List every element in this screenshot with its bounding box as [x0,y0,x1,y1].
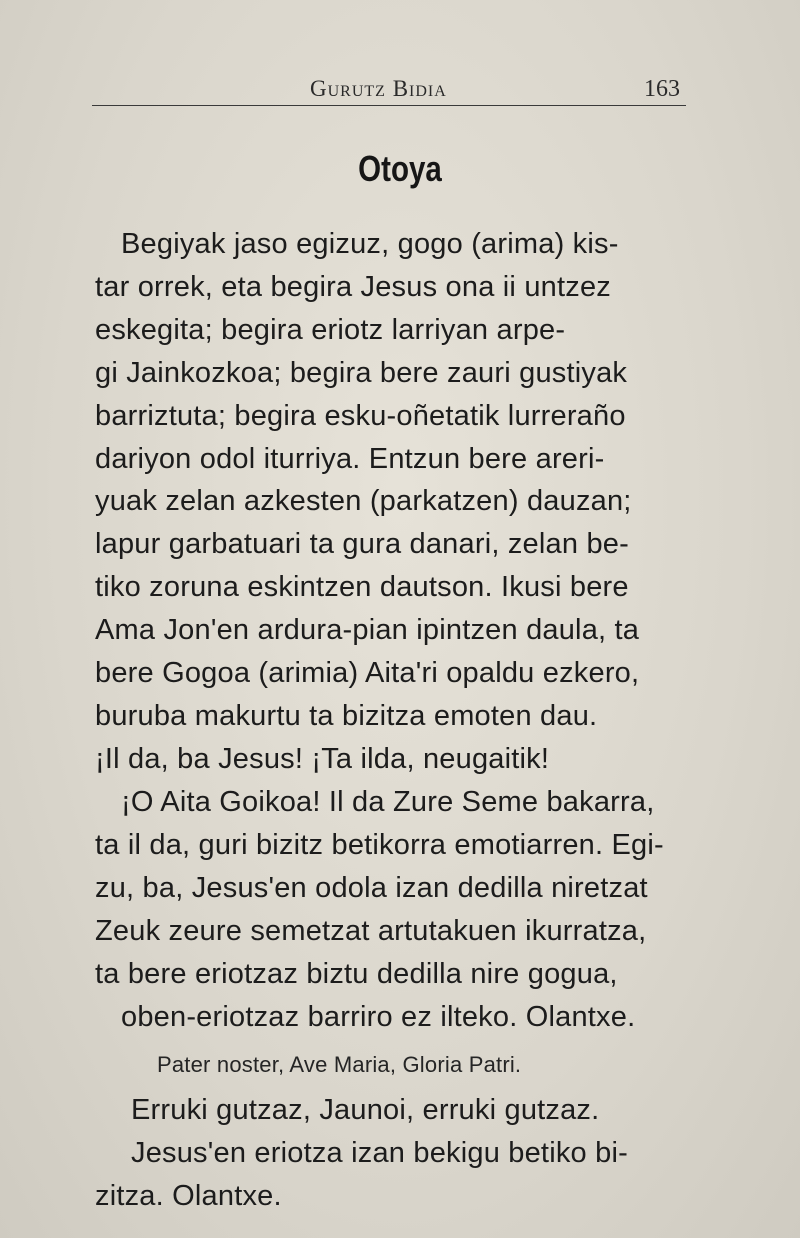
text-line: tar orrek, eta begira Jesus ona ii untzez [95,271,611,303]
text-line: yuak zelan azkesten (parkatzen) dauzan; [95,485,632,517]
prayer-names-line: Pater noster, Ave Maria, Gloria Patri. [157,1052,522,1077]
running-title: Gurutz Bidia [310,76,447,101]
text-line: Zeuk zeure semetzat artutakuen ikurratza, [95,915,647,947]
text-line: lapur garbatuari ta gura danari, zelan be- [95,528,629,560]
text-line: dariyon odol iturriya. Entzun bere areri- [95,443,605,475]
section-heading: Otoya [358,148,442,189]
text-line: barriztuta; begira esku-oñetatik lurreraño [95,400,626,432]
text-line: tiko zoruna eskintzen dautson. Ikusi bere [95,571,629,603]
text-line: ta bere eriotzaz biztu dedilla nire gogua, [95,958,618,990]
text-line: Erruki gutzaz, Jaunoi, erruki gutzaz. [131,1094,600,1126]
text-line: gi Jainkozkoa; begira bere zauri gustiyak [95,357,628,389]
text-line: zitza. Olantxe. [95,1180,282,1212]
text-line: buruba makurtu ta bizitza emoten dau. [95,700,598,732]
text-line: Jesus'en eriotza izan bekigu betiko bi- [131,1137,628,1169]
text-line: ¡O Aita Goikoa! Il da Zure Seme bakarra, [121,786,655,818]
text-line: zu, ba, Jesus'en odola izan dedilla niretzat [95,872,648,904]
header-rule [92,105,686,106]
text-line: Ama Jon'en ardura-pian ipintzen daula, ta [95,614,640,646]
text-line: oben-eriotzaz barriro ez ilteko. Olantxe. [121,1001,636,1033]
text-line: ¡Il da, ba Jesus! ¡Ta ilda, neugaitik! [95,743,550,775]
running-head [92,76,686,106]
text-line: Begiyak jaso egizuz, gogo (arima) kis- [121,228,619,260]
text-line: eskegita; begira eriotz larriyan arpe- [95,314,566,346]
text-line: bere Gogoa (arimia) Aita'ri opaldu ezkero, [95,657,640,689]
page-number: 163 [644,76,680,102]
text-line: ta il da, guri bizitz betikorra emotiarren. Egi- [95,829,664,861]
